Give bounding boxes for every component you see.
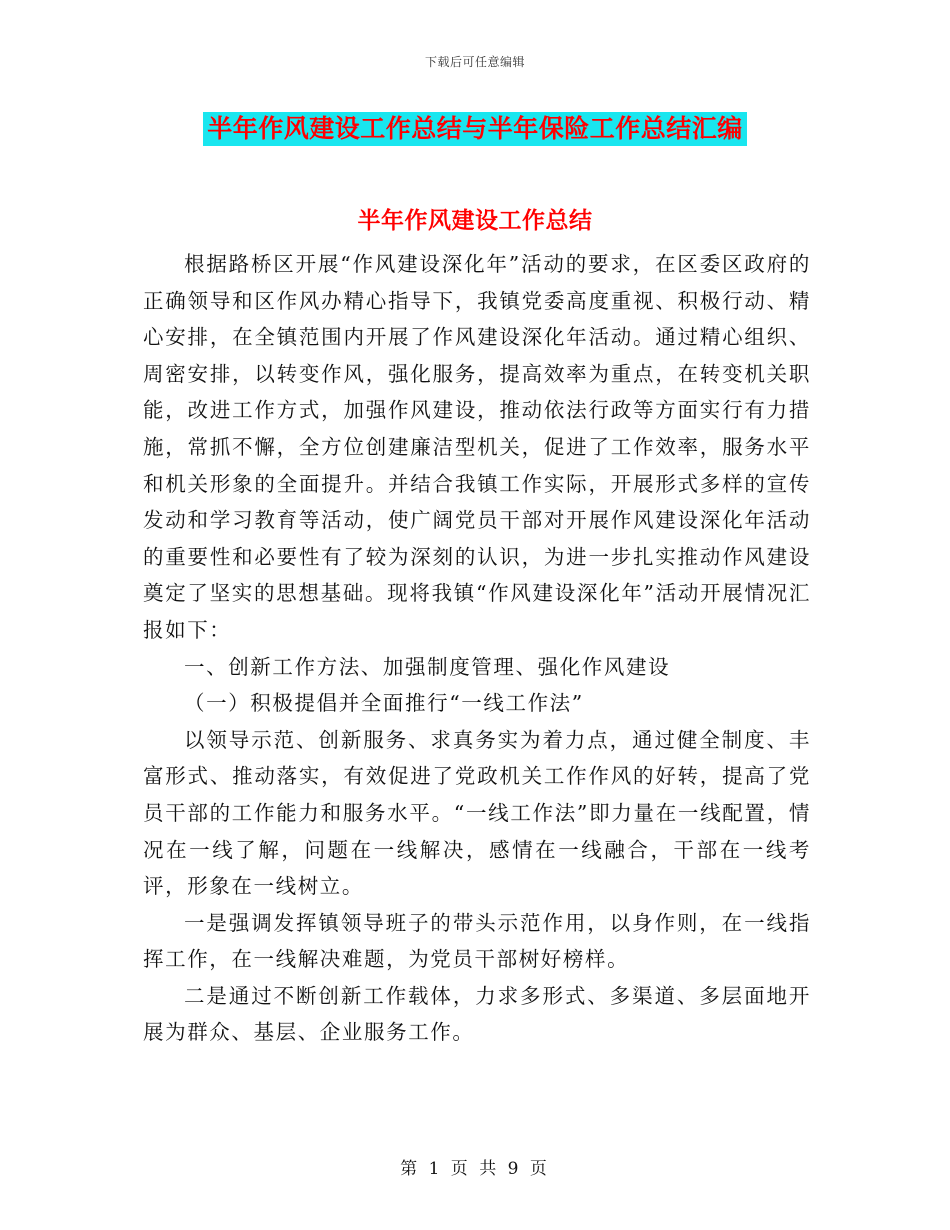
paragraph-intro: 根据路桥区开展“作风建设深化年”活动的要求，在区委区政府的正确领导和区作风办精心指导下，我镇党委高度重视、积极行动、精心安排，在全镇范围内开展了作风建设深化年活动。通过精心组织、周密安排，以转变作风，强化服务，提高效率为重点，在转变机关职能，改进工作方式，加强作风建设，推动依法行政等方面实行有力措施，常抓不懈，全方位创建廉洁型机关，促进了工作效率，服务水平和机关形象的全面提升。并结合我镇工作实际，开展形式多样的宣传发动和学习教育等活动，使广阔党员干部对开展作风建设深化年活动的重要性和必要性有了较为深刻的认识，为进一步扎实推动作风建设奠定了坚实的思想基础。现将我镇“作风建设深化年”活动开展情况汇报如下：: [143, 252, 811, 642]
paragraph-method: 以领导示范、创新服务、求真务实为着力点，通过健全制度、丰富形式、推动落实，有效促进了党政机关工作作风的好转，提高了党员干部的工作能力和服务水平。“一线工作法”即力量在一线配置，情况在一线了解，问题在一线解决，感情在一线融合，干部在一线考评，形象在一线树立。: [143, 727, 811, 899]
document-title-wrap: [0, 112, 950, 146]
paragraph-point-one: 一是强调发挥镇领导班子的带头示范作用，以身作则，在一线指挥工作，在一线解决难题，为党员干部树好榜样。: [143, 910, 811, 972]
header-note: 下载后可任意编辑: [424, 55, 525, 69]
section-title: 半年作风建设工作总结: [357, 207, 593, 234]
paragraph-point-two: 二是通过不断创新工作载体，力求多形式、多渠道、多层面地开展为群众、基层、企业服务工作。: [143, 983, 811, 1045]
heading-level-1: 一、创新工作方法、加强制度管理、强化作风建设: [184, 654, 671, 679]
heading-level-2: （一）积极提倡并全面推行“一线工作法”: [184, 691, 584, 716]
page-number-footer: 第 1 页 共 9 页: [400, 1159, 550, 1179]
document-title: 半年作风建设工作总结与半年保险工作总结汇编: [203, 112, 747, 146]
document-body: [143, 246, 811, 1051]
